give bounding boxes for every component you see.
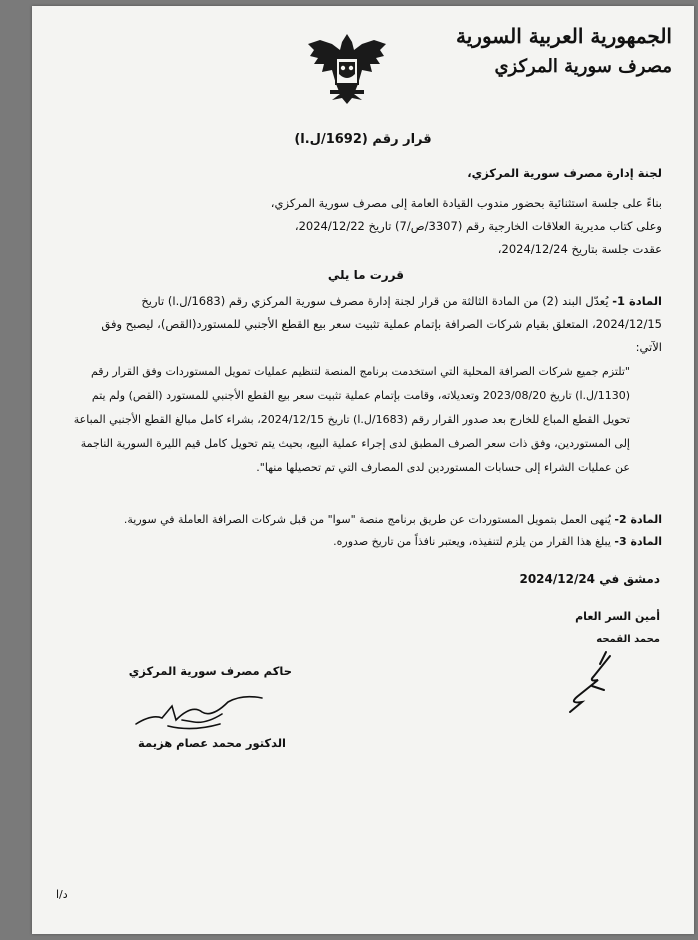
article-1-label: المادة 1- (612, 294, 662, 308)
article-2-text: يُنهى العمل بتمويل المستوردات عن طريق برنامج منصة "سوا" من قبل شركات الصرافة العاملة في سورية. (123, 513, 611, 526)
governor-name: الدكتور محمد عصام هزيمة (138, 736, 286, 750)
decided-heading: قررت ما يلي (327, 268, 404, 282)
governor-title: حاكم مصرف سورية المركزي (128, 664, 292, 678)
article-3-text: يبلغ هذا القرار من يلزم لتنفيذه، ويعتبر نافذاً من تاريخ صدوره. (333, 535, 611, 548)
article-2 (72, 508, 662, 531)
article-1-text: يُعدّل البند (2) من المادة الثالثة من قرار لجنة إدارة مصرف سورية المركزي رقم (1683/ل.ا) تاريخ 2024/12/15، المتعلق بقيام شركات الصرافة بإتمام عملية تثبيت سعر بيع القطع الأجنبي للمستورد(القص)، ليصبح وفق الآتي: (101, 294, 662, 354)
secretary-name: محمد القمحه (596, 634, 660, 645)
preamble (72, 192, 662, 261)
document-page (32, 6, 694, 934)
article-3 (72, 530, 662, 553)
committee-heading (72, 162, 662, 185)
eagle-emblem-icon (302, 28, 392, 108)
place-date: دمشق في 2024/12/24 (519, 572, 660, 586)
article-1-quote: "تلتزم جميع شركات الصرافة المحلية التي استخدمت برنامج المنصة لتنظيم عمليات تمويل المستوردات وفق القرار رقم (1130/ل.ا) تاريخ 2023/08/20 وتعديلاته، وقامت بإتمام عملية تثبيت سعر بيع القطع الأجنبي للمستورد (القص) ولم يتم تحويل القطع المباع للخارج بعد صدور القرار رقم (1683/ل.ا) تاريخ 2024/12/15، بشراء كامل مبالغ القطع الأجنبي المباعة إلى المستوردين، وفق ذات سعر الصرف المطبق لدى إجراء عملية البيع، بحيث يتم تحويل كامل قيم الليرة السورية الناجمة عن عمليات الشراء إلى حسابات المستوردين لدى المصارف التي تم تحصيلها منها". (73, 365, 630, 474)
article-3-label: المادة 3- (614, 535, 662, 548)
preamble-line-2: وعلى كتاب مديرية العلاقات الخارجية رقم (3307/ص/7) تاريخ 2024/12/22، (294, 219, 662, 233)
governor-signature (132, 684, 272, 734)
letterhead-bank: مصرف سورية المركزي (494, 56, 672, 77)
secretary-title: أمين السر العام (575, 610, 660, 623)
secretary-signature (548, 646, 618, 716)
letterhead-country: الجمهورية العربية السورية (456, 24, 672, 48)
article-2-label: المادة 2- (614, 513, 662, 526)
article-1 (72, 290, 662, 359)
committee-name: لجنة إدارة مصرف سورية المركزي، (467, 166, 662, 180)
preamble-line-1: بناءً على جلسة استثنائية بحضور مندوب القيادة العامة إلى مصرف سورية المركزي، (270, 196, 662, 210)
decision-title: قرار رقم (1692/ل.ا) (294, 132, 432, 147)
page-mark: د/ا (56, 888, 68, 901)
preamble-line-3: عقدت جلسة بتاريخ 2024/12/24، (497, 242, 662, 256)
